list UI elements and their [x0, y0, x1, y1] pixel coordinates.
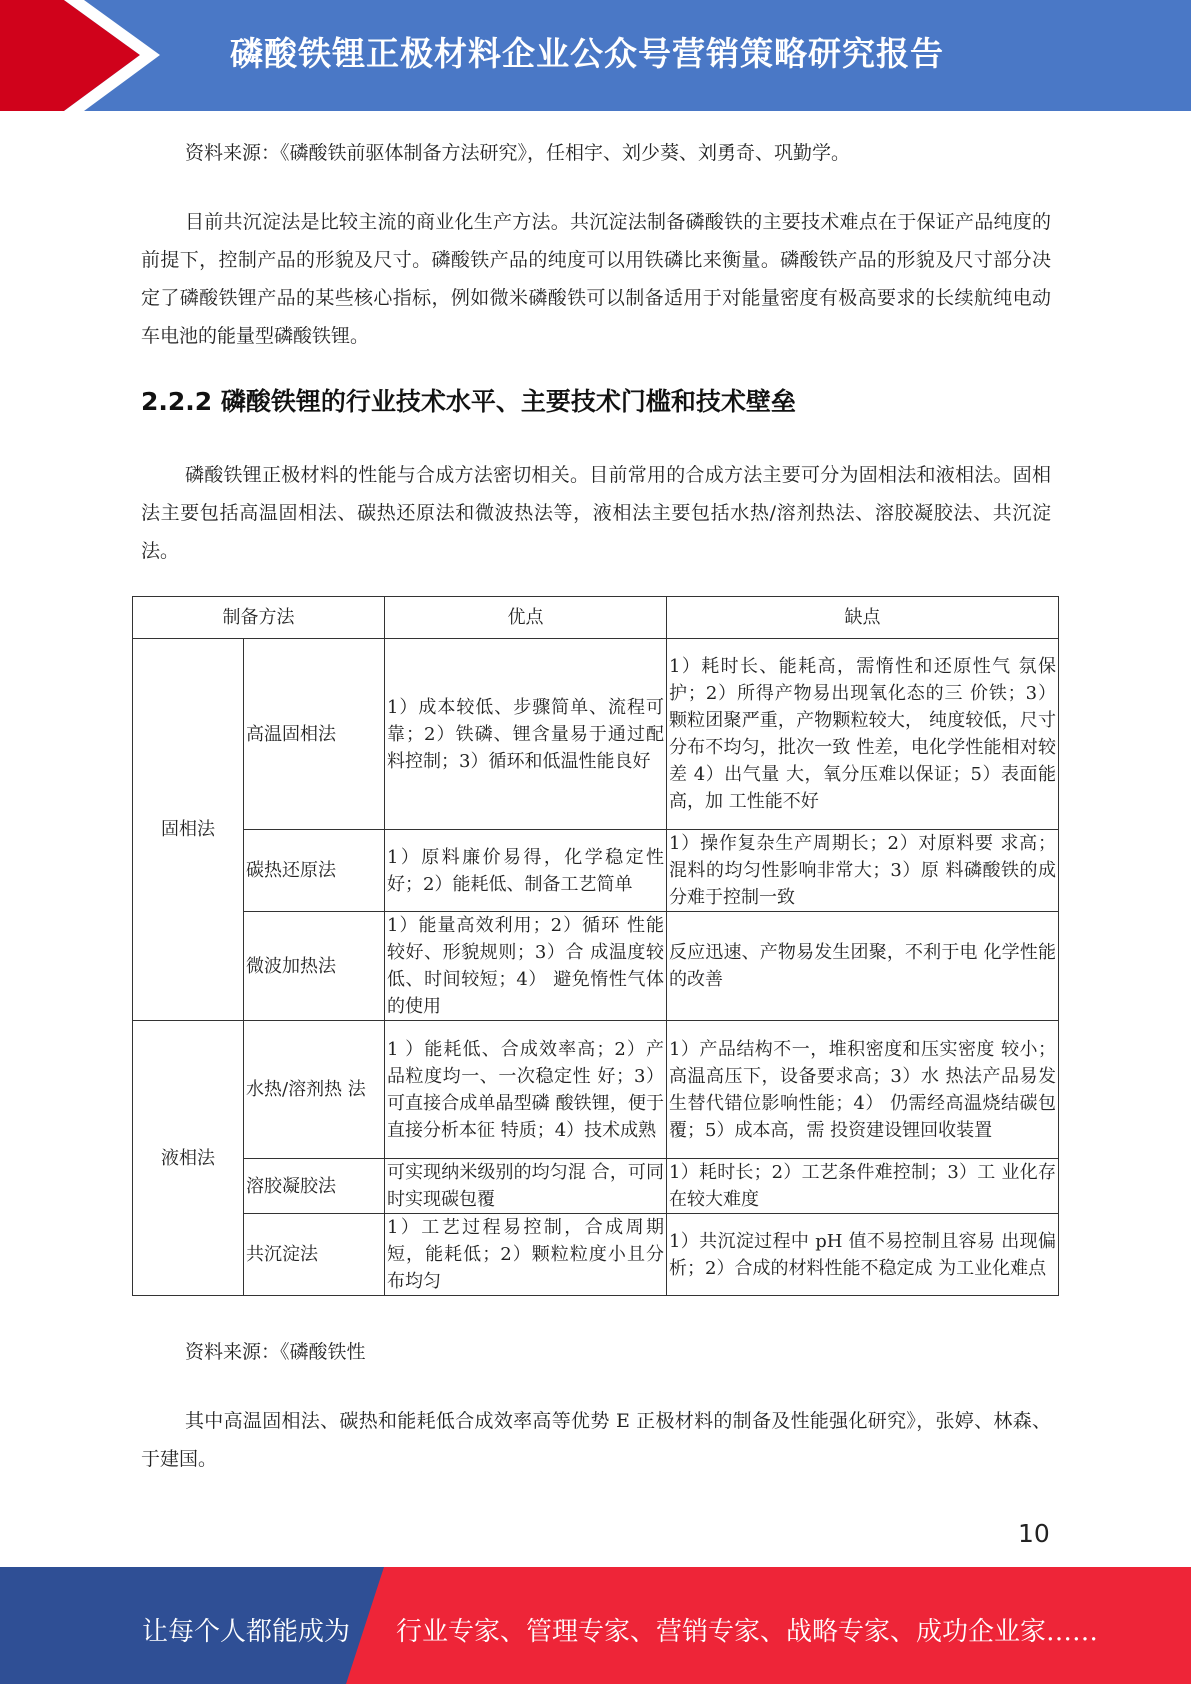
cons-cell: 1）共沉淀过程中 pH 值不易控制且容易 出现偏析；2）合成的材料性能不稳定成 为工业化难点: [667, 1214, 1059, 1296]
table-row: [133, 639, 1059, 830]
cons-cell: 1）产品结构不一，堆积密度和压实密度 较小；高温高压下，设备要求高；3）水 热法产品易发生替代错位影响性能；4） 仍需经高温烧结碳包覆；5）成本高，需 投资建设锂回收装置: [667, 1021, 1059, 1159]
column-header-pros: 优点: [385, 597, 667, 639]
method-cell: 微波加热法: [244, 912, 385, 1021]
cons-cell: 1）耗时长、能耗高，需惰性和还原性气 氛保护；2）所得产物易出现氧化态的三 价铁；3）颗粒团聚严重，产物颗粒较大， 纯度较低，尺寸分布不均匀，批次一致 性差，电化学性能相对较差 4）出气量 大，氧分压难以保证；5）表面能高，加 工性能不好: [667, 639, 1059, 830]
pros-cell: 1）原料廉价易得，化学稳定性好；2）能耗低、制备工艺简单: [385, 830, 667, 912]
cons-cell: 1）操作复杂生产周期长；2）对原料要 求高；混料的均匀性影响非常大；3）原 料磷酸铁的成分难于控制一致: [667, 830, 1059, 912]
column-header-cons: 缺点: [667, 597, 1059, 639]
table-row: [133, 912, 1059, 1021]
footer-slogan-left: 让每个人都能成为: [142, 1617, 351, 1647]
table-row: [133, 830, 1059, 912]
paragraph-synthesis-methods: 磷酸铁锂正极材料的性能与合成方法密切相关。目前常用的合成方法主要可分为固相法和液相法。固相法主要包括高温固相法、碳热还原法和微波热法等，液相法主要包括水热/溶剂热法、溶胶凝胶法、共沉淀法。: [141, 464, 1051, 562]
page-header: [0, 0, 1191, 111]
paragraph-coprecipitation: 目前共沉淀法是比较主流的商业化生产方法。共沉淀法制备磷酸铁的主要技术难点在于保证产品纯度的前提下，控制产品的形貌及尺寸。磷酸铁产品的纯度可以用铁磷比来衡量。磷酸铁产品的形貌及尺寸部分决定了磷酸铁锂产品的某些核心指标，例如微米磷酸铁可以制备适用于对能量密度有极高要求的长续航纯电动车电池的能量型磷酸铁锂。: [141, 211, 1051, 347]
table-header-row: [133, 597, 1059, 639]
pros-cell: 1）能量高效利用；2）循环 性能较好、形貌规则；3）合 成温度较低、时间较短；4） 避免惰性气体的使用: [385, 912, 667, 1021]
source-note-2: 资料来源：《磷酸铁性: [185, 1341, 366, 1363]
paragraph-source-continued: 其中高温固相法、碳热和能耗低合成效率高等优势 E 正极材料的制备及性能强化研究》，张婷、林森、于建国。: [141, 1410, 1051, 1470]
table-row: [133, 1021, 1059, 1159]
method-cell: 高温固相法: [244, 639, 385, 830]
footer-slogan-right: 行业专家、管理专家、营销专家、战略专家、成功企业家……: [396, 1617, 1099, 1647]
group-solid-phase: 固相法: [133, 639, 244, 1021]
page-number: 10: [1018, 1519, 1050, 1548]
group-liquid-phase: 液相法: [133, 1021, 244, 1296]
section-heading: 2.2.2 磷酸铁锂的行业技术水平、主要技术门槛和技术壁垒: [141, 387, 796, 416]
pros-cell: 1）成本较低、步骤简单、流程可靠；2）铁磷、锂含量易于通过配料控制；3）循环和低温性能良好: [385, 639, 667, 830]
synthesis-methods-table: [132, 596, 1059, 1296]
table-row: [133, 1159, 1059, 1214]
pros-cell: 可实现纳米级别的均匀混 合，可同时实现碳包覆: [385, 1159, 667, 1214]
method-cell: 溶胶凝胶法: [244, 1159, 385, 1214]
method-cell: 碳热还原法: [244, 830, 385, 912]
table-row: [133, 1214, 1059, 1296]
method-cell: 水热/溶剂热 法: [244, 1021, 385, 1159]
page-footer: [0, 1567, 1191, 1684]
pros-cell: 1）工艺过程易控制，合成周期短，能耗低；2）颗粒粒度小且分布均匀: [385, 1214, 667, 1296]
column-header-method: 制备方法: [133, 597, 385, 639]
method-cell: 共沉淀法: [244, 1214, 385, 1296]
source-note-1: 资料来源：《磷酸铁前驱体制备方法研究》，任相宇、刘少葵、刘勇奇、巩勤学。: [185, 142, 851, 164]
pros-cell: 1 ）能耗低、合成效率高；2）产品粒度均一、一次稳定性 好；3）可直接合成单晶型磷 酸铁锂，便于直接分析本征 特质；4）技术成熟: [385, 1021, 667, 1159]
cons-cell: 反应迅速、产物易发生团聚，不利于电 化学性能的改善: [667, 912, 1059, 1021]
cons-cell: 1）耗时长；2）工艺条件难控制；3）工 业化存在较大难度: [667, 1159, 1059, 1214]
report-title: 磷酸铁锂正极材料企业公众号营销策略研究报告: [230, 34, 944, 73]
